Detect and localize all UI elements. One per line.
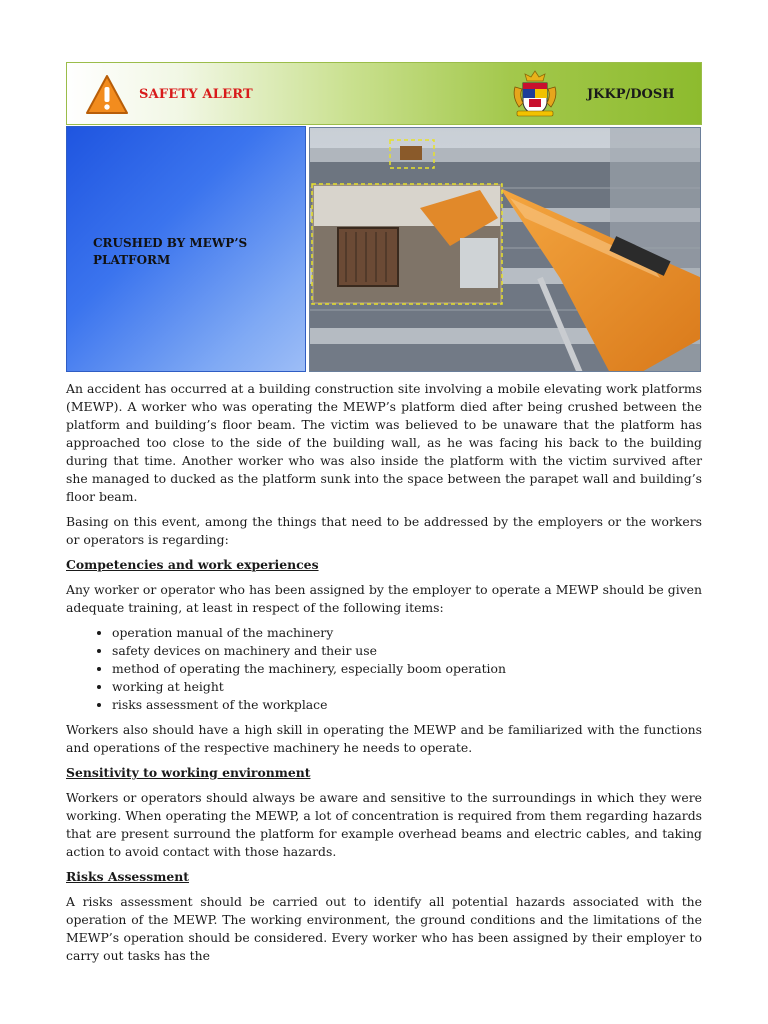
section-heading-competencies: Competencies and work experiences	[66, 557, 319, 572]
agency-label: JKKP/DOSH	[587, 87, 675, 102]
training-list	[66, 624, 702, 714]
competencies-paragraph: Any worker or operator who has been assigned by the employer to operate a MEWP should be given adequate training, at least in respect of the following items:	[66, 582, 702, 615]
incident-title: CRUSHED BY MEWP’S PLATFORM	[93, 236, 248, 267]
coat-of-arms-icon	[509, 69, 561, 119]
list-item: • safety devices on machinery and their use	[112, 642, 702, 660]
skills-paragraph: Workers also should have a high skill in operating the MEWP and be familiarized with the functions and operations of the respective machinery he needs to operate.	[66, 722, 702, 755]
list-item: • operation manual of the machinery	[112, 624, 702, 642]
header-banner	[66, 62, 702, 125]
list-item: • method of operating the machinery, especially boom operation	[112, 660, 702, 678]
title-panel	[66, 126, 306, 372]
list-item: • risks assessment of the workplace	[112, 696, 702, 714]
basing-paragraph: Basing on this event, among the things that need to be addressed by the employers or the workers or operators is regarding:	[66, 514, 702, 547]
warning-triangle-icon	[85, 73, 129, 117]
article-body	[66, 380, 702, 972]
risks-paragraph: A risks assessment should be carried out to identify all potential hazards associated with the operation of the MEWP. The working environment, the ground conditions and the limitations of the MEWP’s operation should be considered. Every worker who has been assigned by their employer to carry out tasks has the	[66, 894, 702, 963]
safety-alert-label: SAFETY ALERT	[139, 87, 253, 102]
section-heading-risks: Risks Assessment	[66, 869, 189, 884]
incident-photo	[309, 127, 701, 372]
section-heading-sensitivity: Sensitivity to working environment	[66, 765, 311, 780]
intro-paragraph: An accident has occurred at a building construction site involving a mobile elevating work platforms (MEWP). A worker who was operating the MEWP’s platform died after being crushed between the platform and building’s floor beam. The victim was believed to be unaware that the platform has approached too close to the side of the building wall, as he was facing his back to the building during that time. Another worker who was also inside the platform with the victim survived after she managed to ducked as the platform sunk into the space between the parapet wall and building’s floor beam.	[66, 381, 702, 504]
list-item: • working at height	[112, 678, 702, 696]
sensitivity-paragraph: Workers or operators should always be aware and sensitive to the surroundings in which they were working. When operating the MEWP, a lot of concentration is required from them regarding hazards that are present surround the platform for example overhead beams and electric cables, and taking action to avoid contact with those hazards.	[66, 790, 702, 859]
